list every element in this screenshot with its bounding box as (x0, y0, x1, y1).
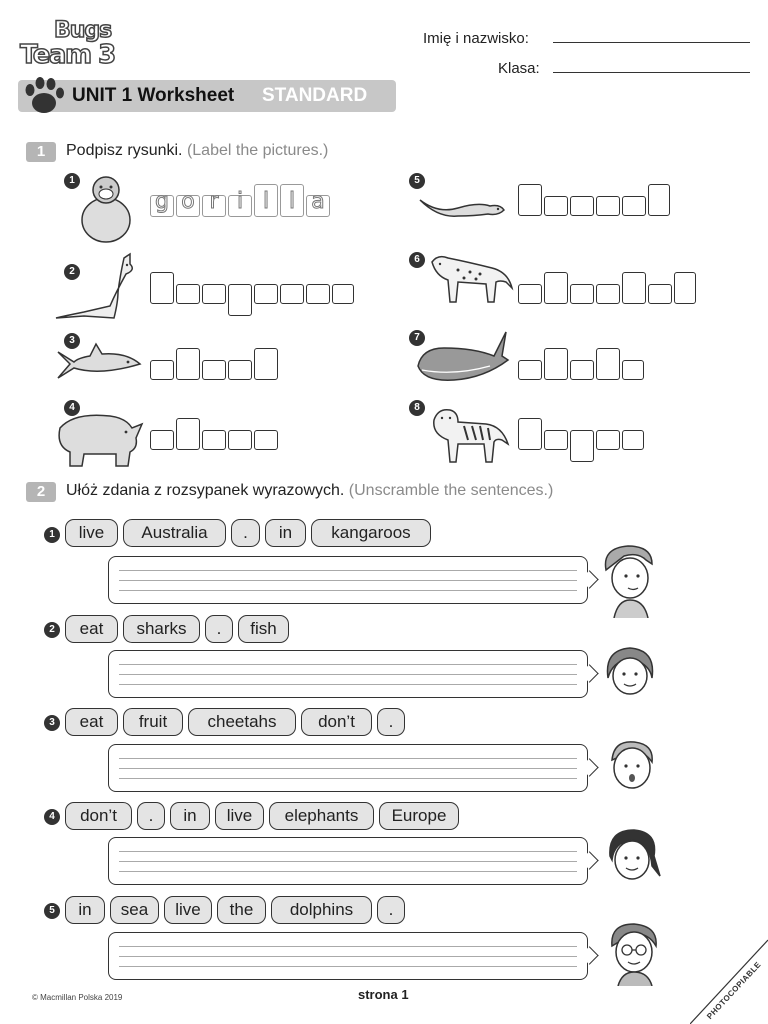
letter-box: i (228, 195, 252, 217)
letter-box: l (254, 184, 278, 217)
letter-box[interactable] (228, 284, 252, 316)
letter-box[interactable] (648, 184, 670, 216)
letter-box[interactable] (228, 430, 252, 450)
word-chip[interactable]: in (65, 896, 105, 924)
shark-picture (56, 342, 142, 386)
item-number: 1 (64, 173, 80, 189)
letter-box[interactable] (596, 196, 620, 216)
letter-box[interactable] (518, 360, 542, 380)
instruction-en: (Label the pictures.) (186, 142, 329, 159)
letter-box[interactable] (306, 284, 330, 304)
sentence-number: 1 (44, 527, 60, 543)
letter-box[interactable] (202, 430, 226, 450)
word-chip[interactable]: sharks (123, 615, 200, 643)
tiger-picture (428, 404, 510, 466)
logo-line-2: Team 3 (20, 40, 115, 70)
word-chip[interactable]: Europe (379, 802, 459, 830)
word-chip[interactable]: fruit (123, 708, 183, 736)
answer-bubble-2[interactable] (108, 650, 588, 698)
letter-box: r (202, 195, 226, 217)
letter-box[interactable] (254, 430, 278, 450)
letter-box[interactable] (176, 418, 200, 450)
letter-box[interactable] (150, 272, 174, 304)
letter-box[interactable] (518, 184, 542, 216)
letter-box[interactable] (570, 284, 594, 304)
word-chip[interactable]: don’t (65, 802, 132, 830)
item-number: 4 (64, 400, 80, 416)
instruction-pl: Ułóż zdania z rozsypanek wyrazowych. (66, 482, 345, 499)
word-chip[interactable]: don’t (301, 708, 372, 736)
copyright: © Macmillan Polska 2019 (32, 993, 123, 1002)
class-field[interactable] (553, 72, 750, 73)
word-chip[interactable]: . (231, 519, 260, 547)
letter-box[interactable] (176, 348, 200, 380)
unit-title: UNIT 1 Worksheet (72, 85, 235, 106)
boy-avatar-2 (604, 736, 660, 794)
instruction-pl: Podpisz rysunki. (66, 142, 183, 159)
kangaroo-picture (54, 252, 140, 322)
photocopiable-label: PHOTOCOPIABLE (705, 960, 763, 1021)
item-number: 8 (409, 400, 425, 416)
letter-box[interactable] (228, 360, 252, 380)
class-label: Klasa: (498, 60, 540, 77)
word-chip[interactable]: in (265, 519, 306, 547)
paw-print-icon (22, 76, 66, 116)
sentence-number: 3 (44, 715, 60, 731)
word-chip[interactable]: the (217, 896, 266, 924)
sentence-number: 4 (44, 809, 60, 825)
word-chip[interactable]: . (377, 896, 405, 924)
instruction-en: (Unscramble the sentences.) (348, 482, 554, 499)
logo-line-1: Bugs (54, 18, 112, 43)
letter-box[interactable] (544, 430, 568, 450)
letter-box[interactable] (648, 284, 672, 304)
letter-box[interactable] (150, 360, 174, 380)
letter-box[interactable] (570, 430, 594, 462)
answer-bubble-3[interactable] (108, 744, 588, 792)
word-chip[interactable]: kangaroos (311, 519, 431, 547)
letter-box: o (176, 195, 200, 217)
sentence-number: 2 (44, 622, 60, 638)
letter-box[interactable] (280, 284, 304, 304)
letter-box[interactable] (176, 284, 200, 304)
item-number: 6 (409, 252, 425, 268)
rhino-picture (54, 408, 144, 470)
letter-box[interactable] (622, 360, 644, 380)
letter-box[interactable] (544, 196, 568, 216)
letter-box[interactable] (674, 272, 696, 304)
letter-box[interactable] (544, 348, 568, 380)
girl-avatar (602, 644, 658, 704)
letter-box[interactable] (570, 360, 594, 380)
letter-box[interactable] (544, 272, 568, 304)
gorilla-picture (74, 172, 138, 246)
name-field[interactable] (553, 42, 750, 43)
answer-bubble-5[interactable] (108, 932, 588, 980)
word-chip[interactable]: sea (110, 896, 159, 924)
photocopiable-corner (690, 930, 768, 1024)
item-number: 2 (64, 264, 80, 280)
lizard-picture (418, 192, 506, 224)
letter-box[interactable] (596, 348, 620, 380)
letter-box[interactable] (570, 196, 594, 216)
letter-box[interactable] (596, 284, 620, 304)
section-2-instruction (66, 482, 553, 500)
word-chip[interactable]: live (164, 896, 212, 924)
item-number: 7 (409, 330, 425, 346)
boy-avatar (598, 542, 658, 618)
letter-box[interactable] (622, 272, 646, 304)
word-chip[interactable]: dolphins (271, 896, 372, 924)
letter-box[interactable] (254, 284, 278, 304)
bugs-team-logo (18, 18, 136, 70)
section-2-number: 2 (26, 482, 56, 502)
word-chip[interactable]: Australia (123, 519, 226, 547)
word-chip[interactable]: eat (65, 615, 118, 643)
letter-box: g (150, 195, 174, 217)
letter-box[interactable] (622, 196, 646, 216)
letter-box[interactable] (150, 430, 174, 450)
section-1-number: 1 (26, 142, 56, 162)
letter-box[interactable] (518, 418, 542, 450)
answer-bubble-4[interactable] (108, 837, 588, 885)
item-number: 3 (64, 333, 80, 349)
page-number: strona 1 (358, 987, 409, 1002)
letter-box: l (280, 184, 304, 217)
name-label: Imię i nazwisko: (423, 30, 529, 47)
word-chip[interactable]: elephants (269, 802, 374, 830)
word-chip[interactable]: eat (65, 708, 118, 736)
cheetah-picture (428, 252, 514, 306)
unit-level: STANDARD (262, 85, 368, 106)
letter-box: a (306, 195, 330, 217)
word-chip[interactable]: fish (238, 615, 289, 643)
whale-picture (414, 326, 510, 386)
item-number: 5 (409, 173, 425, 189)
word-chip[interactable]: live (215, 802, 264, 830)
word-chip[interactable]: cheetahs (188, 708, 296, 736)
word-chip[interactable]: live (65, 519, 118, 547)
letter-box[interactable] (254, 348, 278, 380)
boy-glasses-avatar (604, 920, 664, 986)
word-chip[interactable]: . (377, 708, 405, 736)
sentence-number: 5 (44, 903, 60, 919)
answer-bubble-1[interactable] (108, 556, 588, 604)
letter-box[interactable] (202, 360, 226, 380)
word-chip[interactable]: . (137, 802, 165, 830)
word-chip[interactable]: . (205, 615, 233, 643)
letter-box[interactable] (622, 430, 644, 450)
letter-box[interactable] (332, 284, 354, 304)
girl-avatar-2 (604, 826, 662, 890)
letter-box[interactable] (202, 284, 226, 304)
letter-box[interactable] (596, 430, 620, 450)
letter-box[interactable] (518, 284, 542, 304)
section-1-instruction (66, 142, 328, 160)
word-chip[interactable]: in (170, 802, 210, 830)
